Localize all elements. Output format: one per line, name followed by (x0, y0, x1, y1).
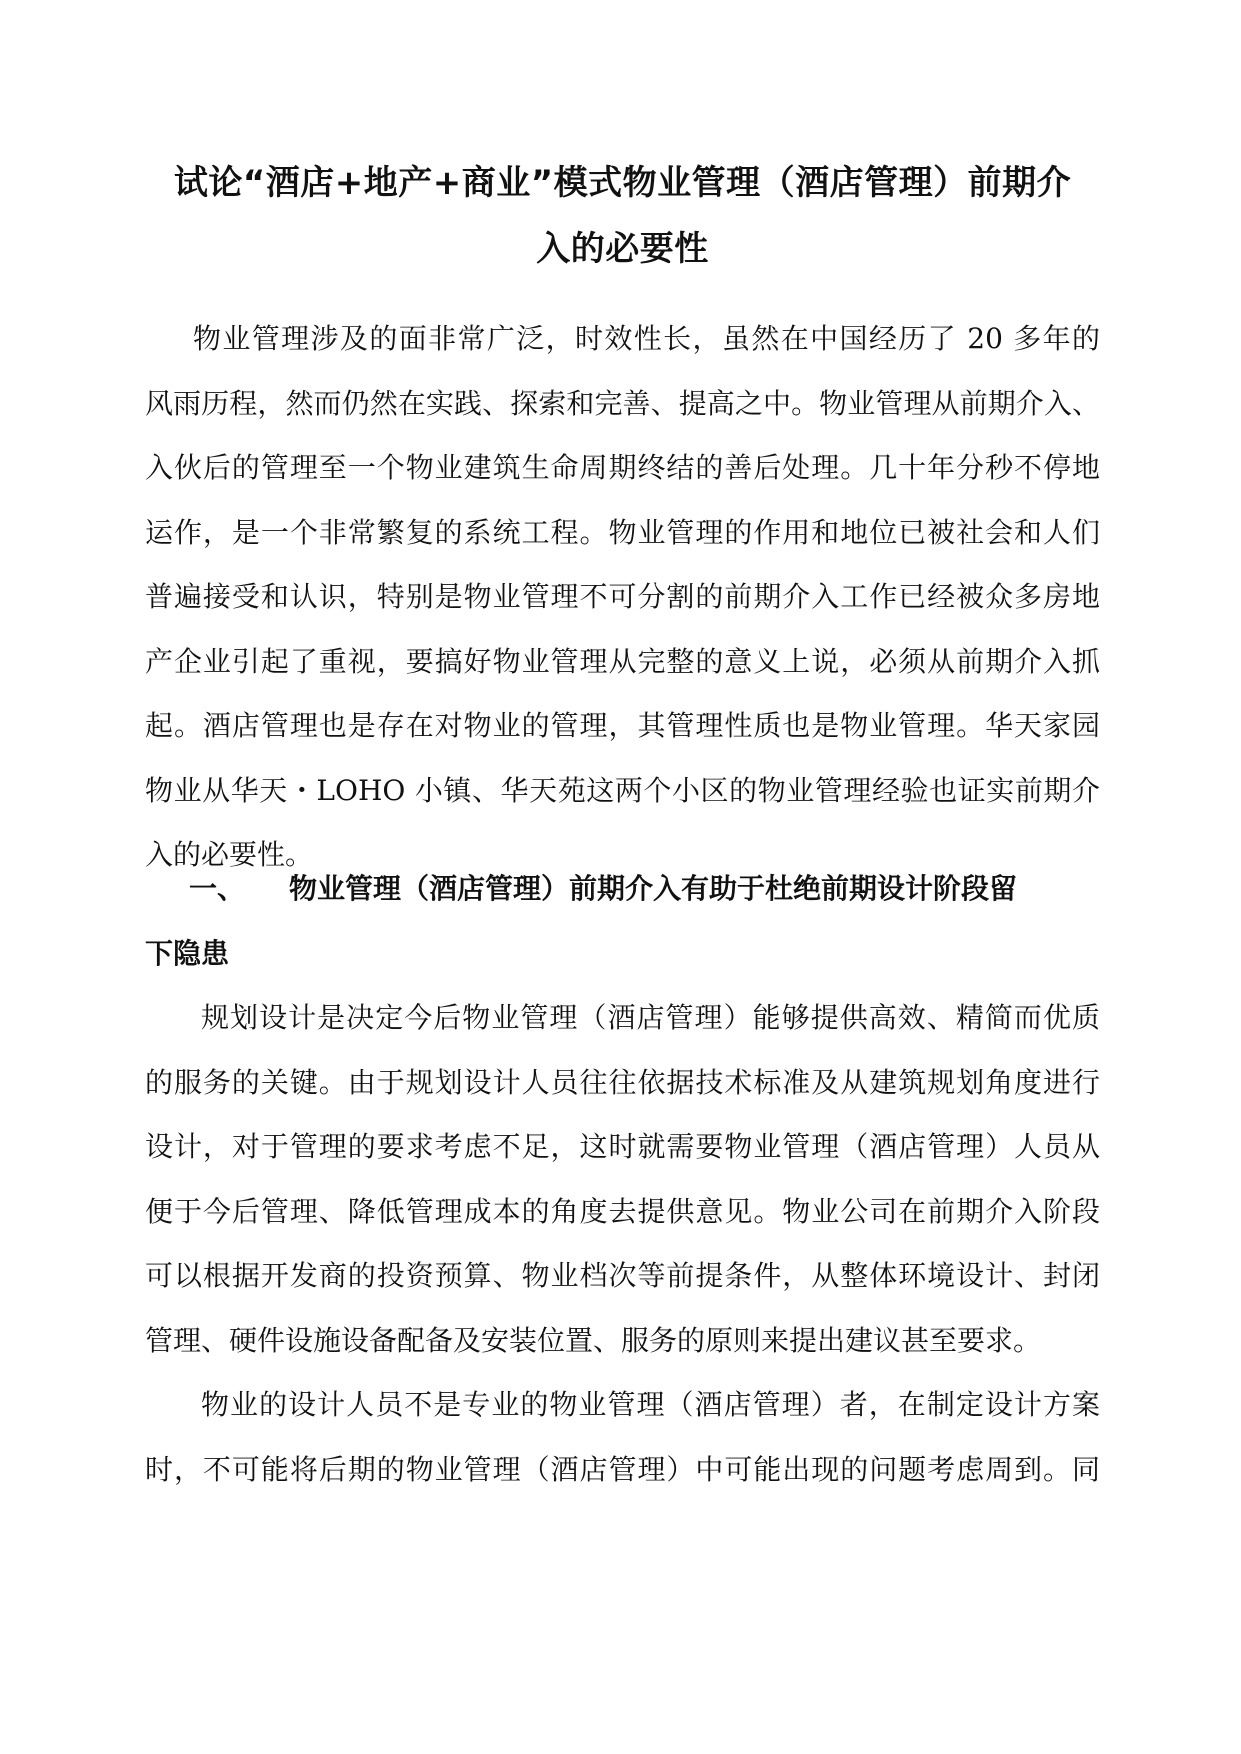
paragraph-line: 的服务的关键。由于规划设计人员往往依据技术标准及从建筑规划角度进行 (145, 1065, 1100, 1099)
paragraph-intro (145, 307, 1100, 888)
section-heading-1 (145, 857, 1100, 986)
paragraph-design (145, 986, 1100, 1373)
paragraph-line: 管理、硬件设施设备配备及安装位置、服务的原则来提出建议甚至要求。 (145, 1323, 1042, 1357)
paragraph-line: 设计，对于管理的要求考虑不足，这时就需要物业管理（酒店管理）人员从 (145, 1130, 1100, 1163)
paragraph-line: 入伙后的管理至一个物业建筑生命周期终结的善后处理。几十年分秒不停地 (145, 451, 1100, 484)
section-number: 一、 (189, 872, 246, 905)
paragraph-line: 物业管理涉及的面非常广泛，时效性长，虽然在中国经历了 20 多年的 (193, 322, 1100, 355)
paragraph-line: 规划设计是决定今后物业管理（酒店管理）能够提供高效、精简而优质 (201, 1001, 1100, 1034)
title-line: 试论“酒店+地产+商业”模式物业管理（酒店管理）前期介 (173, 163, 1072, 203)
paragraph-line: 普遍接受和认识，特别是物业管理不可分割的前期介入工作已经被众多房地 (145, 580, 1100, 613)
paragraph-line: 运作，是一个非常繁复的系统工程。物业管理的作用和地位已被社会和人们 (145, 515, 1100, 549)
paragraph-line: 时，不可能将后期的物业管理（酒店管理）中可能出现的问题考虑周到。同 (145, 1452, 1100, 1486)
paragraph-line: 起。酒店管理也是存在对物业的管理，其管理性质也是物业管理。华天家园 (145, 709, 1100, 742)
section-heading-text: 下隐患 (145, 936, 230, 970)
paragraph-line: 便于今后管理、降低管理成本的角度去提供意见。物业公司在前期介入阶段 (145, 1194, 1100, 1228)
document-title (145, 150, 1100, 282)
section-heading-text: 物业管理（酒店管理）前期介入有助于杜绝前期设计阶段留 (289, 872, 1018, 905)
paragraph-line: 风雨历程，然而仍然在实践、探索和完善、提高之中。物业管理从前期介入、 (145, 386, 1100, 420)
paragraph-line: 可以根据开发商的投资预算、物业档次等前提条件，从整体环境设计、封闭 (145, 1259, 1100, 1292)
title-line: 入的必要性 (536, 229, 709, 269)
paragraph-designers (145, 1373, 1100, 1502)
paragraph-line: 物业从华天・LOHO 小镇、华天苑这两个小区的物业管理经验也证实前期介 (145, 773, 1100, 807)
paragraph-line: 物业的设计人员不是专业的物业管理（酒店管理）者，在制定设计方案 (201, 1388, 1100, 1421)
paragraph-line: 产企业引起了重视，要搞好物业管理从完整的意义上说，必须从前期介入抓 (145, 644, 1100, 678)
paragraph-line: 入的必要性。 (145, 838, 314, 871)
